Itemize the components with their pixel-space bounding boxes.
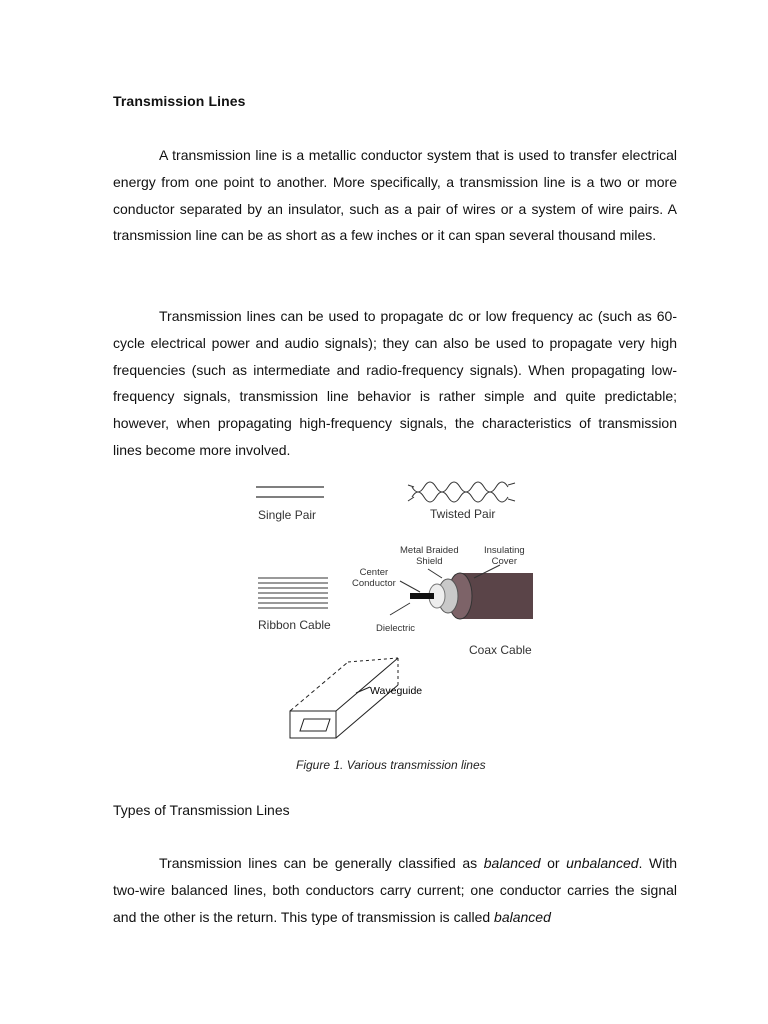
label-center-conductor xyxy=(352,567,396,589)
ribbon-cable-drawing xyxy=(258,578,328,608)
label-dielectric: Dielectric xyxy=(376,623,416,634)
paragraph-definition: A transmission line is a metallic conductor system that is used to transfer electrical energy from one point to another. More specifically, a transmission line is a two or more conductor separated by an insulator, such as a pair of wires or a system of wire pairs. A transmission line can be as short as a few inches or it can span several thousand miles. xyxy=(113,147,677,244)
label-insulating-cover xyxy=(484,545,525,567)
label-center-conductor-line1: Center xyxy=(359,567,389,578)
p3-text-3: . With two-wire balanced lines, both conductors carry current; one conductor carries the signal and the other is the return. This type of transmission is called xyxy=(113,855,677,925)
label-waveguide: Waveguide xyxy=(370,685,423,697)
coax-cable-drawing xyxy=(390,565,533,619)
p3-text-1: Transmission lines can be generally classified as xyxy=(159,855,484,871)
transmission-lines-figure xyxy=(230,475,550,755)
twisted-pair-drawing xyxy=(408,482,515,502)
single-pair-drawing xyxy=(256,487,324,497)
label-metal-braided-shield-line1: Metal Braided xyxy=(400,545,459,556)
document-title: Transmission Lines xyxy=(113,93,246,109)
label-insulating-cover-line2: Cover xyxy=(491,556,517,567)
label-twisted-pair: Twisted Pair xyxy=(430,507,496,521)
paragraph-balanced-unbalanced xyxy=(113,850,677,930)
figure-caption: Figure 1. Various transmission lines xyxy=(296,758,486,772)
label-insulating-cover-line1: Insulating xyxy=(484,545,525,556)
p3-em-balanced: balanced xyxy=(483,855,541,871)
waveguide-drawing xyxy=(290,658,398,738)
section-heading-types: Types of Transmission Lines xyxy=(113,802,290,818)
label-metal-braided-shield xyxy=(400,545,459,567)
p3-em-balanced-2: balanced xyxy=(494,908,551,925)
label-metal-braided-shield-line2: Shield xyxy=(416,556,443,567)
paragraph-frequencies: Transmission lines can be used to propagate dc or low frequency ac (such as 60-cycle electrical power and audio signals); they can also be used to propagate very high frequencies (such as intermediate and radio-frequency signals). When propagating low-frequency signals, transmission line behavior is rather simple and quite predictable; however, when propagating high-frequency signals, the characteristics of transmission lines become more involved. xyxy=(113,308,677,458)
label-center-conductor-line2: Conductor xyxy=(352,578,396,589)
p3-em-unbalanced: unbalanced xyxy=(566,855,639,871)
label-coax-cable: Coax Cable xyxy=(469,643,532,657)
label-ribbon-cable: Ribbon Cable xyxy=(258,618,331,632)
p3-text-2: or xyxy=(540,855,567,871)
label-single-pair: Single Pair xyxy=(258,508,317,522)
